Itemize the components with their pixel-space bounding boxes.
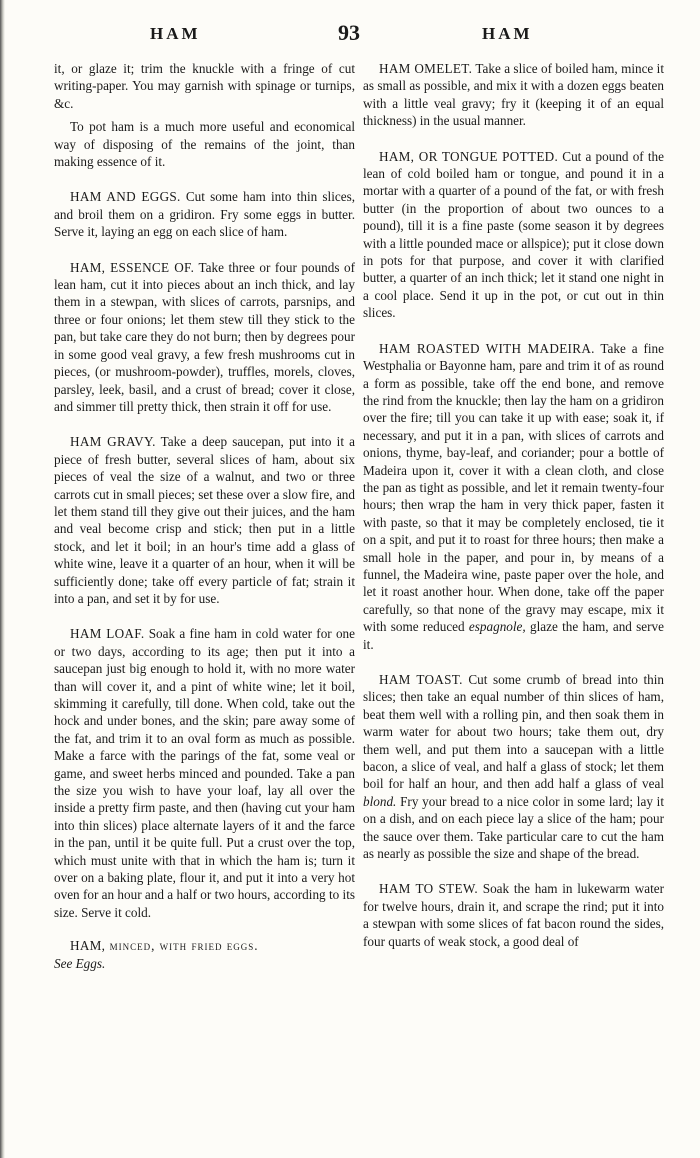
entry-ham-essence — [54, 259, 355, 416]
entry-heading: HAM, OR TONGUE POTTED. — [379, 148, 559, 164]
entry-heading: HAM LOAF. — [70, 626, 145, 642]
paragraph: it, or glaze it; trim the knuckle with a fringe of cut writing-paper. You may garnish with spinage or turnips, &c. — [54, 61, 355, 111]
entry-ham-to-stew — [363, 880, 664, 950]
entry-body: Take three or four pounds of lean ham, cut it into pieces about an inch thick, and lay them in a stewpan, with slices of carrots, parsnips, and three or four onions; let them stew till they stick to the pan, but take care they do not burn; then by degrees pour in some good veal gravy, a few fresh mushrooms cut in pieces, (or mushroom-powder), truffles, morels, cloves, parsley, leek, basil, and a crust of bread; cover it close, and simmer till pretty thick, then strain it off for use. — [54, 259, 356, 414]
entry-ham-minced — [54, 937, 355, 972]
entry-heading: HAM, — [70, 938, 106, 954]
entry-body: Cut some ham into thin slices, and broil them on a gridiron. Fry some eggs in butter. Serve it, laying an egg on each slice of ham. — [54, 189, 355, 240]
entry-ham-and-eggs — [54, 188, 355, 240]
entry-ham-roasted-madeira — [363, 340, 664, 653]
entry-heading: HAM OMELET. — [379, 61, 473, 76]
entry-body: Cut a pound of the lean of cold boiled ham or tongue, and pound it in a mortar with a quarter of a pound of the fat, or with fresh butter (in the proportion of about two ounces to a pound), till it is a fine paste (some season it by degrees with a little pounded mace or allspice); put it close down in pots for that purpose, and cover it with clarified butter, a quarter of an inch thick; let it stand one night in a cool place. Send it up in the pot, or cut out in thin slices. — [363, 148, 664, 321]
entry-heading: HAM TOAST. — [379, 672, 463, 687]
page-edge-shadow — [0, 0, 5, 1158]
entry-italic: blond. — [363, 793, 397, 809]
entry-ham-toast — [363, 671, 664, 862]
ham-glaze-continuation — [54, 60, 355, 112]
potting-note — [54, 118, 355, 170]
entry-body-end: glaze the ham, and serve it. — [363, 619, 665, 652]
entry-ham-potted — [363, 148, 664, 322]
entry-body: Take a fine Westphalia or Bayonne ham, pare and trim it of as round a form as possible, take off the end bone, and remove the rind from the knuckle; then lay the ham on a gridiron over the fire; till you can take it up with ease; soak it, if necessary, and put it in a pan, with slices of carrots and onions, thyme, bay-leaf, and coriander; pour a bottle of Madeira upon it, cover it with a clean cloth, and close the pan as tight as possible, and let it remain twenty-four hours; then wrap the ham in very thick paper, fasten it with paste, so that it may be completely enclosed, tie it on a spit, and put it to roast for three hours; then make a small hole in the paper, and pour in, by means of a funnel, the Madeira wine, paste paper over the hole, and let it roast another hour. When done, take off the paper carefully, so that none of the gravy may escape, mix it with some reduced — [363, 340, 664, 635]
right-column — [363, 60, 664, 966]
entry-heading: HAM, ESSENCE OF. — [70, 259, 195, 275]
running-head-left: HAM — [150, 24, 201, 43]
cross-reference: See Eggs. — [54, 955, 106, 971]
entry-body-end: Fry your bread to a nice color in some lard; lay it on a dish, and on each piece lay a slice of the ham; pour the sauce over them. Take particular care to cut the ham as nearly as possible the size and shape of the bread. — [363, 793, 664, 862]
left-column — [54, 60, 355, 988]
entry-body: Cut some crumb of bread into thin slices; then take an equal number of thin slices of ham, beat them well with a rolling pin, and then soak them in warm water for about two hours; take them out, dry them well, and put them into a saucepan with a little bacon, a slice of veal, and half a glass of stock; let them boil for half an hour, and then add half a glass of veal — [363, 672, 664, 792]
entry-ham-omelet — [363, 60, 664, 130]
entry-body: Take a deep saucepan, put into it a piece of fresh butter, several slices of ham, about six pieces of veal the size of a walnut, and two or three carrots cut in small pieces; set these over a slow fire, and let them stand till they give out their juices, and the ham and veal become crisp and stick; then put in a little stock, and let it boil; in an hour's time add a glass of white wine, leave it a quarter of an hour, when it will be sufficiently done; take off every particle of fat; strain it into a pan, and set it by for use. — [54, 434, 355, 606]
entry-heading: HAM GRAVY. — [70, 434, 156, 450]
entry-heading: HAM AND EGGS. — [70, 189, 181, 205]
paragraph: To pot ham is a much more useful and economical way of disposing of the remains of the joint, than making essence of it. — [54, 119, 355, 170]
running-head-right: HAM — [482, 24, 533, 43]
entry-italic: espagnole, — [468, 619, 526, 635]
entry-heading: HAM ROASTED WITH MADEIRA. — [379, 340, 595, 356]
entry-ham-gravy — [54, 433, 355, 607]
entry-body: Soak the ham in lukewarm water for twelve hours, drain it, and scrape the rind; put it into a stewpan with some slices of fat bacon round the sides, four quarts of weak stock, a good deal of — [363, 881, 665, 949]
entry-ham-loaf — [54, 625, 355, 921]
entry-subheading: minced, with fried eggs. — [105, 938, 259, 954]
page-number: 93 — [338, 20, 360, 45]
entry-body: Soak a fine ham in cold water for one or two days, according to its age; then put it into a saucepan just big enough to hold it, with no more water than will cover it, and a pint of white wine; let it boil, skimming it carefully, till done. When cold, take out the hock and under bones, and the skin; pare away some of the fat, and trim it to an oval form as much as possible. Make a farce with the parings of the fat, some veal or game, and sweet herbs minced and pounded. Take a pan the size you wish to have your loaf, lay all over the inside a pretty firm paste, and then (having cut your ham into thin slices) place alternate layers of it and the farce in the pan, until it be quite full. Put a crust over the top, which must unite with that in which the ham is; turn it over on a baking plate, flour it, and put it into a very hot oven for an hour and a half or two hours, according to its size. Serve it cold. — [54, 626, 355, 920]
entry-body: Take a slice of boiled ham, mince it as small as possible, and mix it with a dozen eggs beaten with a little veal gravy; fry it (keeping it of an equal thickness) in the usual manner. — [363, 61, 664, 129]
entry-heading: HAM TO STEW. — [379, 881, 478, 897]
